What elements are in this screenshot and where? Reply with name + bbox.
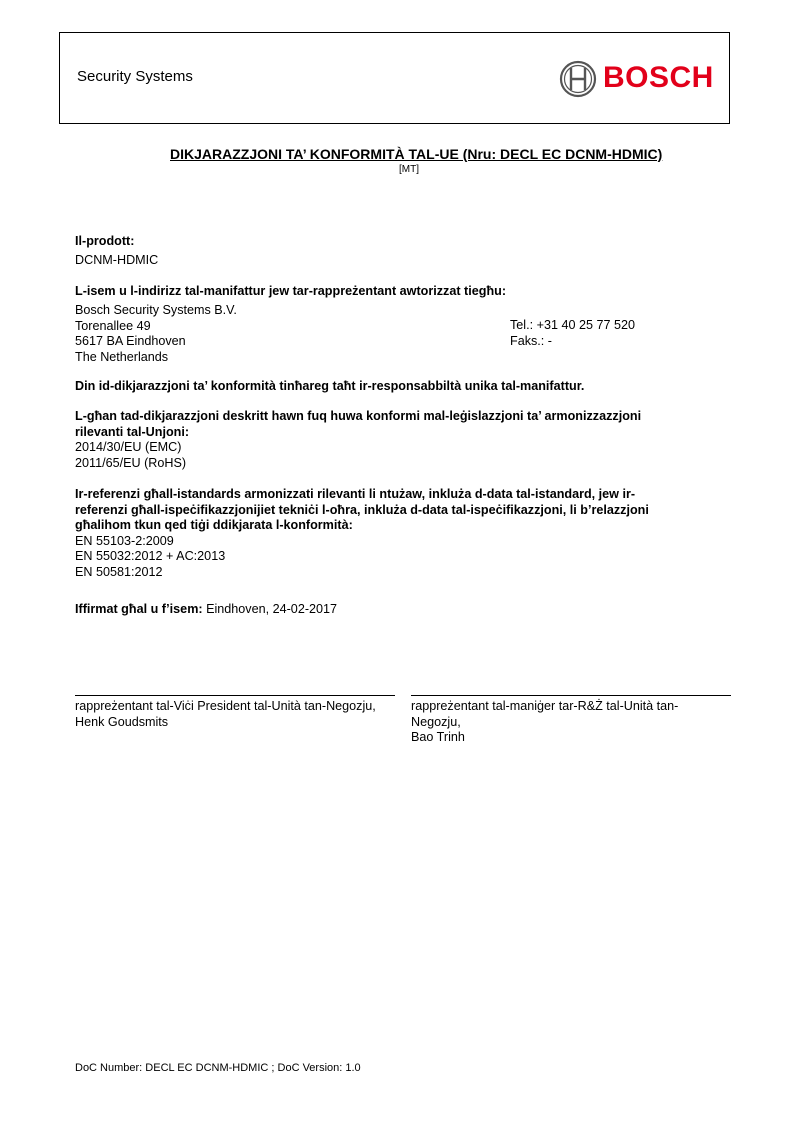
manufacturer-fax: Faks.: -: [510, 333, 552, 348]
signatory-role: rappreżentant tal-maniġer tar-R&Ż tal-Unità tan-: [411, 699, 679, 713]
signature-line-left: [75, 695, 395, 696]
document-title: DIKJARAZZJONI TA’ KONFORMITÀ TAL-UE (Nru: DECL EC DCNM-HDMIC): [170, 146, 663, 162]
brand-wordmark: BOSCH: [603, 61, 714, 94]
signatory-role: rappreżentant tal-Viċi President tal-Unità tan-Negozju,: [75, 699, 376, 713]
signatory-left: [75, 699, 376, 730]
manufacturer-contact: [510, 318, 635, 349]
manufacturer-name: Bosch Security Systems B.V.: [75, 303, 237, 317]
product-label: Il-prodott:: [75, 234, 135, 248]
standards-label-line3: għalihom tkun qed tiġi ddikjarata l-konformità:: [75, 518, 353, 532]
bosch-logo: [559, 60, 719, 100]
legislation-section: [75, 409, 641, 471]
standards-section: [75, 487, 649, 580]
standards-label-line1: Ir-referenzi għall-istandards armonizzati rilevanti li ntużaw, inkluża d-data tal-istandard, jew ir-: [75, 487, 636, 501]
signed-line: [75, 602, 337, 616]
manufacturer-street: Torenallee 49: [75, 318, 151, 333]
doc-footer: DoC Number: DECL EC DCNM-HDMIC ; DoC Version: 1.0: [75, 1062, 361, 1074]
manufacturer-city: 5617 BA Eindhoven: [75, 334, 186, 348]
signatory-right: [411, 699, 678, 746]
legislation-item: 2014/30/EU (EMC): [75, 440, 182, 454]
responsibility-statement: Din id-dikjarazzjoni ta’ konformità tinħareg taħt ir-responsabbiltà unika tal-manifattur.: [75, 379, 585, 393]
document-header: [59, 32, 730, 124]
signed-place-date: Eindhoven, 24-02-2017: [202, 602, 338, 616]
standard-item: EN 50581:2012: [75, 564, 163, 579]
signatory-role-cont: Negozju,: [411, 714, 461, 729]
language-code: [MT]: [399, 164, 419, 175]
legislation-label-line1: L-għan tad-dikjarazzjoni deskritt hawn fuq huwa konformi mal-leġislazzjoni ta’ armonizzazzjoni: [75, 409, 642, 423]
signatory-name: Bao Trinh: [411, 730, 465, 744]
standards-label-line2: referenzi għall-ispeċifikazzjonijiet tekniċi l-oħra, inkluża d-data tal-ispeċifikazzjoni, li b’relazzjoni: [75, 502, 649, 517]
legislation-label-line2: rilevanti tal-Unjoni:: [75, 424, 190, 439]
manufacturer-address: [75, 303, 237, 365]
signatory-name: Henk Goudsmits: [75, 714, 169, 729]
bosch-armature-icon: [559, 60, 597, 98]
standard-item: EN 55032:2012 + AC:2013: [75, 549, 226, 563]
product-value: DCNM-HDMIC: [75, 253, 159, 267]
signature-line-right: [411, 695, 731, 696]
company-division: Security Systems: [77, 68, 193, 85]
standard-item: EN 55103-2:2009: [75, 533, 174, 548]
manufacturer-country: The Netherlands: [75, 349, 169, 364]
manufacturer-tel: Tel.: +31 40 25 77 520: [510, 318, 635, 332]
legislation-item: 2011/65/EU (RoHS): [75, 455, 187, 470]
manufacturer-label: L-isem u l-indirizz tal-manifattur jew tar-rappreżentant awtorizzat tiegħu:: [75, 284, 507, 298]
signed-label: Iffirmat għal u f’isem:: [75, 602, 203, 616]
